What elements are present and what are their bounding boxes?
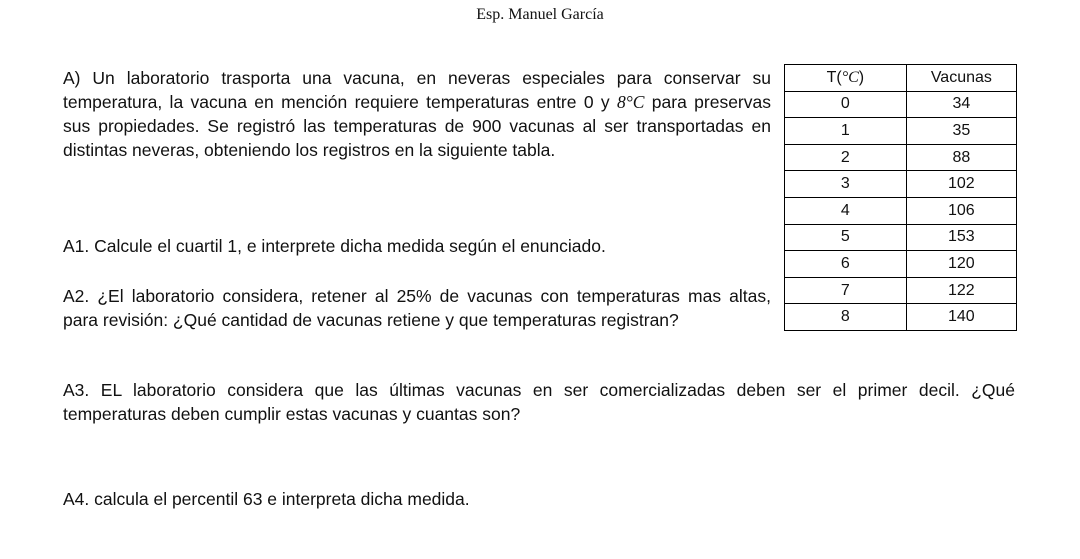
cell-temperature: 6 bbox=[785, 251, 907, 278]
table-row bbox=[785, 171, 1017, 198]
table-header-row bbox=[785, 65, 1017, 92]
cell-temperature: 1 bbox=[785, 118, 907, 145]
table-row bbox=[785, 144, 1017, 171]
table-row bbox=[785, 197, 1017, 224]
problem-text-part2: para preservas sus propiedades. Se registró las temperaturas de 900 vacunas al ser transportadas en distintas neveras, obteniendo los registros en la siguiente tabla. bbox=[63, 92, 771, 160]
cell-vacunas: 88 bbox=[906, 144, 1016, 171]
temperature-unit: °C bbox=[841, 68, 859, 86]
question-a4: A4. calcula el percentil 63 e interpreta dicha medida. bbox=[63, 489, 470, 509]
cell-vacunas: 122 bbox=[906, 277, 1016, 304]
temperature-vaccine-table bbox=[784, 64, 1017, 331]
header-temperature: T(°C) bbox=[785, 65, 907, 92]
cell-vacunas: 120 bbox=[906, 251, 1016, 278]
question-a1: A1. Calcule el cuartil 1, e interprete dicha medida según el enunciado. bbox=[63, 236, 606, 256]
table-row bbox=[785, 251, 1017, 278]
question-a3: A3. EL laboratorio considera que las últimas vacunas en ser comercializadas deben ser el primer decil. ¿Qué temperaturas deben cumplir estas vacunas y cuantas son? bbox=[63, 380, 1015, 424]
problem-text-part1: A) Un laboratorio trasporta una vacuna, en neveras especiales para conservar su temperatura, la vacuna en mención requiere temperaturas entre 0 y bbox=[63, 68, 771, 112]
table-row bbox=[785, 277, 1017, 304]
question-a2: A2. ¿El laboratorio considera, retener al 25% de vacunas con temperaturas mas altas, para revisión: ¿Qué cantidad de vacunas retiene y que temperaturas registran? bbox=[63, 286, 771, 330]
cell-vacunas: 34 bbox=[906, 91, 1016, 118]
cell-vacunas: 35 bbox=[906, 118, 1016, 145]
cell-vacunas: 106 bbox=[906, 197, 1016, 224]
cell-temperature: 4 bbox=[785, 197, 907, 224]
cell-temperature: 7 bbox=[785, 277, 907, 304]
temperature-limit: 8°C bbox=[617, 92, 645, 112]
cell-temperature: 0 bbox=[785, 91, 907, 118]
cell-vacunas: 140 bbox=[906, 304, 1016, 331]
problem-statement bbox=[63, 66, 771, 162]
cell-vacunas: 102 bbox=[906, 171, 1016, 198]
table-row bbox=[785, 118, 1017, 145]
table-row bbox=[785, 304, 1017, 331]
cell-temperature: 8 bbox=[785, 304, 907, 331]
cell-vacunas: 153 bbox=[906, 224, 1016, 251]
cell-temperature: 2 bbox=[785, 144, 907, 171]
table-row bbox=[785, 224, 1017, 251]
author-header: Esp. Manuel García bbox=[476, 6, 604, 23]
table-row bbox=[785, 91, 1017, 118]
cell-temperature: 5 bbox=[785, 224, 907, 251]
cell-temperature: 3 bbox=[785, 171, 907, 198]
header-vacunas: Vacunas bbox=[906, 65, 1016, 92]
